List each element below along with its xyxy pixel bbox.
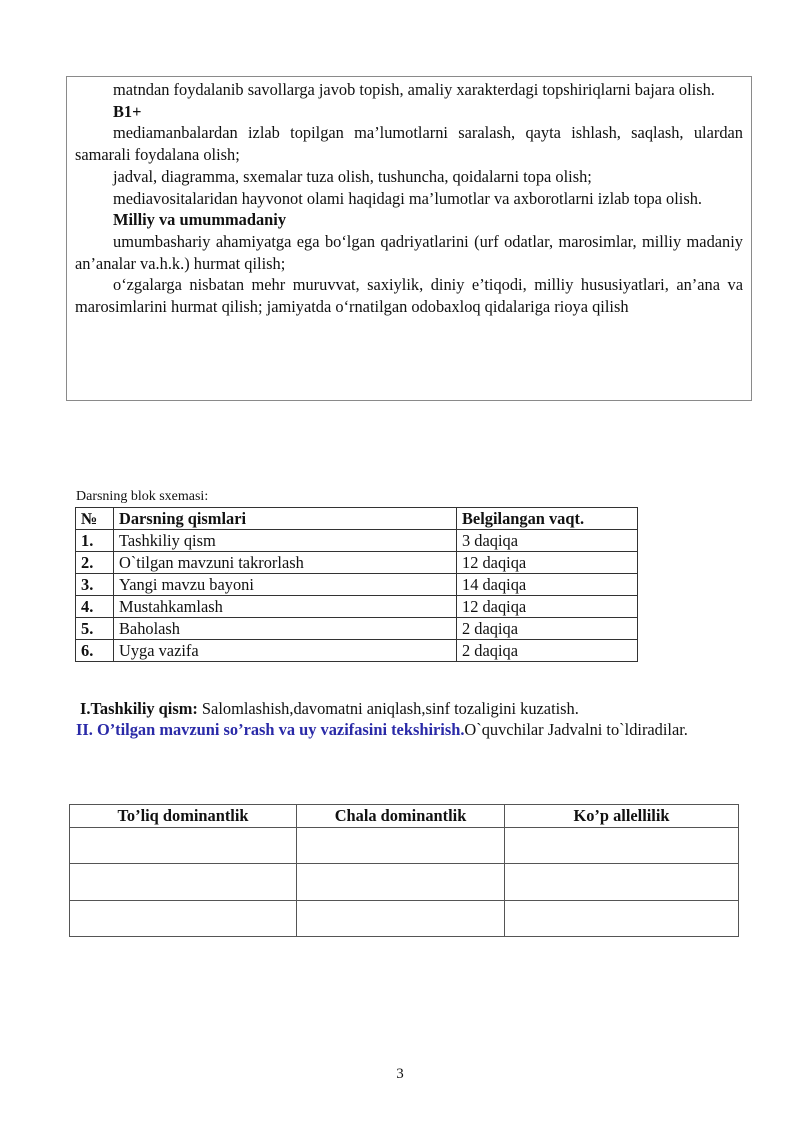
header-multiple-allelism: Ko’p allellilik <box>505 805 739 828</box>
box-line: o‘zgalarga nisbatan mehr muruvvat, saxiylik, diniy e’tiqodi, milliy hususiyatlari, an’ana va marosimlarini hurmat qilish; jamiyatda o‘rnatilgan odobaxloq qidalariga rioya qilish <box>75 275 743 317</box>
box-line: jadval, diagramma, sxemalar tuza olish, tushuncha, qoidalarni topa olish; <box>113 166 592 186</box>
row-time: 2 daqiqa <box>457 618 638 640</box>
table-header-row <box>70 805 739 828</box>
table-row <box>70 900 739 936</box>
row-part: Yangi mavzu bayoni <box>114 574 457 596</box>
row-time: 14 daqiqa <box>457 574 638 596</box>
table-row <box>76 618 638 640</box>
blank-cell[interactable] <box>297 828 505 864</box>
header-parts: Darsning qismlari <box>114 508 457 530</box>
blank-cell[interactable] <box>505 900 739 936</box>
blank-cell[interactable] <box>70 828 297 864</box>
box-line: mediamanbalardan izlab topilgan ma’lumotlarni saralash, qayta ishlash, saqlash, ulardan samarali foydalana olish; <box>75 123 743 165</box>
section-review-text: O`quvchilar Jadvalni to`ldiradilar. <box>464 720 688 739</box>
row-time: 3 daqiqa <box>457 530 638 552</box>
section-organizational <box>80 698 750 719</box>
lesson-schema-table <box>75 507 638 662</box>
blank-cell[interactable] <box>297 900 505 936</box>
table-row <box>76 552 638 574</box>
row-time: 12 daqiqa <box>457 596 638 618</box>
box-line: umumbashariy ahamiyatga ega bo‘lgan qadriyatlarini (urf odatlar, marosimlar, milliy madaniy an’analar va.h.k.) hurmat qilish; <box>75 231 743 273</box>
table-row <box>70 864 739 900</box>
row-number: 3. <box>76 574 114 596</box>
row-number: 5. <box>76 618 114 640</box>
table-header-row <box>76 508 638 530</box>
row-number: 6. <box>76 640 114 662</box>
dominance-table <box>69 804 739 937</box>
row-part: O`tilgan mavzuni takrorlash <box>114 552 457 574</box>
header-full-dominance: To’liq dominantlik <box>70 805 297 828</box>
blank-cell[interactable] <box>505 864 739 900</box>
table-row <box>76 640 638 662</box>
page-number: 3 <box>396 1066 404 1082</box>
box-heading-national: Milliy va umummadaniy <box>113 210 287 230</box>
header-incomplete-dominance: Chala dominantlik <box>297 805 505 828</box>
box-line: mediavositalaridan hayvonot olami haqidagi ma’lumotlar va axborotlarni izlab topa olish. <box>113 188 702 208</box>
blank-cell[interactable] <box>297 864 505 900</box>
table-row <box>76 596 638 618</box>
blank-cell[interactable] <box>505 828 739 864</box>
row-part: Tashkiliy qism <box>114 530 457 552</box>
row-number: 4. <box>76 596 114 618</box>
table-row <box>70 828 739 864</box>
row-time: 12 daqiqa <box>457 552 638 574</box>
section-review <box>76 719 742 741</box>
section-organizational-text: Salomlashish,davomatni aniqlash,sinf tozaligini kuzatish. <box>197 699 579 718</box>
row-part: Baholash <box>114 618 457 640</box>
box-line: matndan foydalanib savollarga javob topish, amaliy xarakterdagi topshiriqlarni bajara olish. <box>113 80 715 99</box>
table-row <box>76 530 638 552</box>
section-review-label: II. O’tilgan mavzuni so’rash va uy vazifasini tekshirish. <box>76 720 465 739</box>
row-time: 2 daqiqa <box>457 640 638 662</box>
section-organizational-label: I.Tashkiliy qism: <box>80 699 198 718</box>
header-time: Belgilangan vaqt. <box>457 508 638 530</box>
competency-text-box <box>66 76 752 401</box>
blank-cell[interactable] <box>70 864 297 900</box>
header-number: № <box>76 508 114 530</box>
schema-caption: Darsning blok sxemasi: <box>76 489 209 504</box>
row-number: 1. <box>76 530 114 552</box>
row-number: 2. <box>76 552 114 574</box>
box-heading-b1: B1+ <box>113 101 142 121</box>
row-part: Uyga vazifa <box>114 640 457 662</box>
row-part: Mustahkamlash <box>114 596 457 618</box>
table-row <box>76 574 638 596</box>
blank-cell[interactable] <box>70 900 297 936</box>
